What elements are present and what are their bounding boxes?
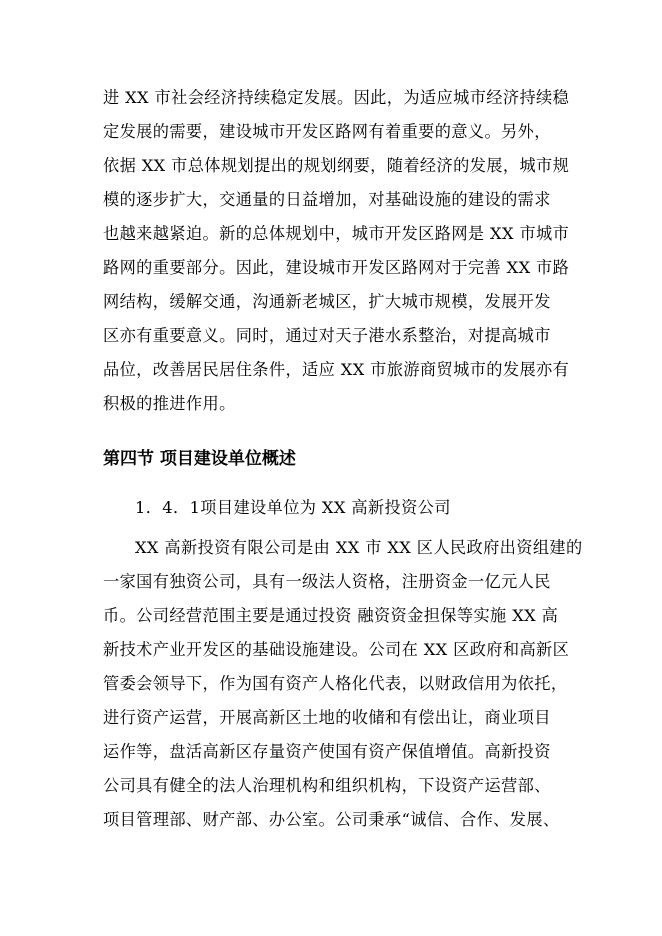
paragraph1-line-5: 也越来越紧迫。新的总体规划中，城市开发区路网是 XX 市城市	[103, 224, 570, 243]
section-heading: 第四节 项目建设单位概述	[103, 449, 296, 469]
paragraph2-line-6: 进行资产运营，开展高新区土地的收储和有偿出让，商业项目	[103, 708, 551, 727]
subsection-title: 1．4．1项目建设单位为 XX 高新投资公司	[135, 498, 451, 517]
paragraph2-line-7: 运作等，盘活高新区存量资产使国有资产保值增值。高新投资	[103, 742, 551, 761]
paragraph2-line-5: 管委会领导下，作为国有资产人格化代表，以财政信用为依托，	[103, 674, 568, 693]
paragraph1-line-9: 品位，改善居民居住条件，适应 XX 市旅游商贸城市的发展亦有	[103, 360, 570, 379]
paragraph1-line-7: 网结构，缓解交通，沟通新老城区，扩大城市规模，发展开发	[103, 292, 551, 311]
paragraph2-line-2: 一家国有独资公司，具有一级法人资格，注册资金一亿元人民	[103, 572, 551, 591]
paragraph2-line-3: 币。公司经营范围主要是通过投资 融资资金担保等实施 XX 高	[103, 606, 559, 625]
paragraph1-line-10: 积极的推进作用。	[103, 394, 236, 413]
paragraph1-line-2: 定发展的需要，建设城市开发区路网有着重要的意义。另外，	[103, 122, 551, 141]
paragraph1-line-8: 区亦有重要意义。同时，通过对天子港水系整治，对提高城市	[103, 326, 551, 345]
paragraph2-line-1: XX 高新投资有限公司是由 XX 市 XX 区人民政府出资组建的	[135, 538, 583, 557]
paragraph1-line-4: 模的逐步扩大，交通量的日益增加，对基础设施的建设的需求	[103, 190, 551, 209]
paragraph1-line-3: 依据 XX 市总体规划提出的规划纲要，随着经济的发展，城市规	[103, 156, 570, 175]
paragraph2-line-4: 新技术产业开发区的基础设施建设。公司在 XX 区政府和高新区	[103, 640, 570, 659]
paragraph1-line-1: 进 XX 市社会经济持续稳定发展。因此，为适应城市经济持续稳	[103, 88, 570, 107]
paragraph2-line-8: 公司具有健全的法人治理机构和组织机构，下设资产运营部、	[103, 776, 551, 795]
paragraph2-line-9: 项目管理部、财产部、办公室。公司秉承“诚信、合作、发展、	[103, 810, 560, 829]
paragraph1-line-6: 路网的重要部分。因此，建设城市开发区路网对于完善 XX 市路	[103, 258, 570, 277]
